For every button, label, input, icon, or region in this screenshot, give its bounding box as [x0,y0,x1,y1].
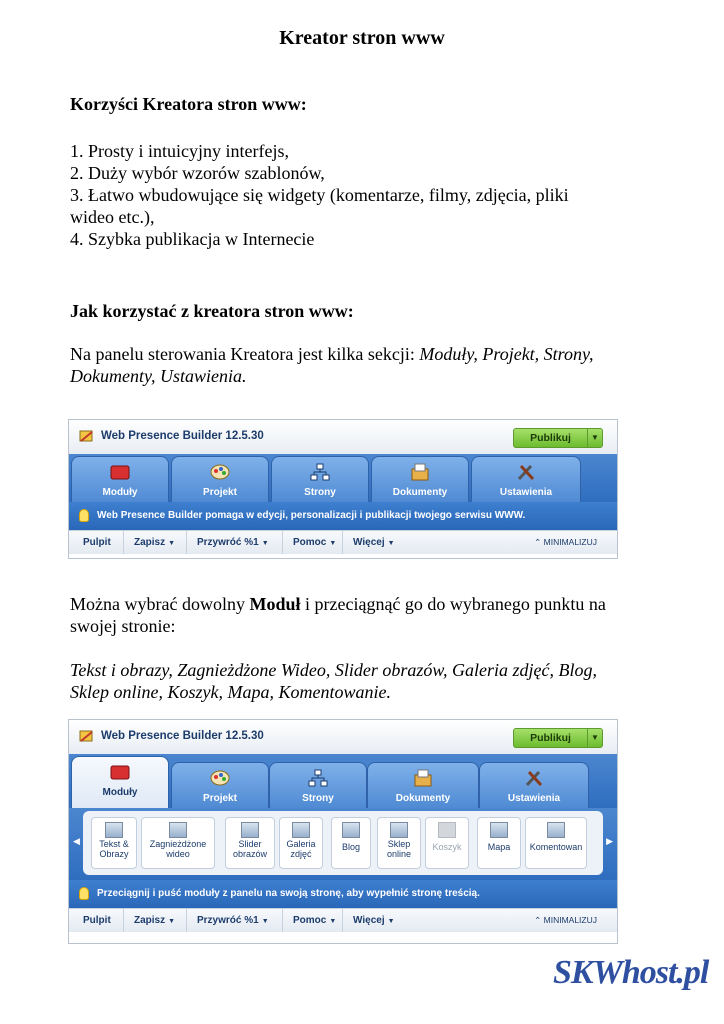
przywroc-label: Przywróć %1 [197,915,259,926]
wpb-tabs [69,454,617,502]
module-label-2: Obrazy [99,849,129,859]
minimize-button[interactable] [534,909,597,932]
module-label: Mapa [487,842,511,852]
tab-moduly[interactable] [71,456,169,502]
chevron-down-icon[interactable]: ▼ [329,540,337,547]
howto-heading: Jak korzystać z kreatora stron www: [70,301,354,321]
chevron-down-icon[interactable]: ▼ [591,733,599,742]
tab-projekt[interactable] [171,456,269,502]
document-title: Kreator stron www [279,27,445,49]
benefit-1: 1. Prosty i intuicyjny interfejs, [70,141,289,161]
pulpit-button[interactable]: Pulpit [83,915,111,926]
module-label-2: obrazów [232,849,268,859]
module-label: Komentowan [529,842,583,852]
wpb-logo-icon [79,429,94,443]
lightbulb-icon [79,887,89,900]
sitemap-icon [309,463,331,481]
tab-dokumenty[interactable] [367,762,479,808]
zapisz-button[interactable] [123,909,175,932]
wiecej-label: Więcej [353,537,385,548]
palette-icon [209,769,231,787]
module-label: Zagnieżdżone [149,839,207,849]
module-text-line1 [70,593,670,615]
module-list-line2: Sklep online, Koszyk, Mapa, Komentowanie. [70,682,391,702]
palette-icon [209,463,231,481]
module-sklep-online[interactable] [377,817,421,869]
wiecej-label: Więcej [353,915,385,926]
tab-label: Ustawienia [507,793,561,804]
wpb-toolbar [69,908,617,932]
chevron-down-icon[interactable]: ▼ [261,540,269,547]
minimize-label: MINIMALIZUJ [543,915,597,925]
publish-label: Publikuj [514,729,588,747]
comment-icon [547,822,565,838]
documents-box-icon [412,769,434,787]
shop-icon [390,822,408,838]
tab-label: Projekt [203,487,237,498]
info-text: Przeciągnij i puść moduły z panelu na swoją stronę, aby wypełnić stronę treścią. [97,888,480,899]
module-label-2: zdjęć [290,849,312,859]
tab-strony[interactable] [269,762,367,808]
tab-label: Strony [302,793,334,804]
text-image-icon [105,822,123,838]
module-tekst-obrazy[interactable] [91,817,137,869]
publish-label: Publikuj [514,429,588,447]
module-label: Sklep [387,839,411,849]
modules-icon [109,763,131,781]
double-chevron-up-icon: ⌃ [534,915,544,925]
tab-dokumenty[interactable] [371,456,469,502]
info-bar [69,502,617,530]
pomoc-label: Pomoc [293,537,327,548]
wpb-logo-icon [79,729,94,743]
minimize-label: MINIMALIZUJ [543,537,597,547]
tools-icon [515,463,537,481]
video-icon [169,822,187,838]
map-icon [490,822,508,838]
module-label: Slider [238,839,262,849]
minimize-button[interactable] [534,531,597,554]
brand-logo: SKWhost.pl [553,954,709,991]
info-bar [69,880,617,908]
chevron-down-icon[interactable]: ▼ [591,433,599,442]
module-label-2: wideo [166,849,190,859]
lightbulb-icon [79,509,89,522]
wpb-app-title: Web Presence Builder 12.5.30 [101,730,264,742]
tab-ustawienia[interactable] [479,762,589,808]
zapisz-label: Zapisz [134,537,166,548]
przywroc-button[interactable] [186,531,269,554]
howto-intro-line2: Dokumenty, Ustawienia. [70,366,247,386]
howto-intro-italic-1: Moduły, Projekt, Strony, [419,344,594,364]
tab-label: Ustawienia [499,487,553,498]
chevron-down-icon[interactable]: ▼ [168,918,176,925]
module-text-bold: Moduł [249,594,301,614]
wpb-panel-2 [68,719,618,944]
gallery-icon [292,822,310,838]
module-label: Tekst & [99,839,129,849]
module-zagniezdzone-wideo[interactable] [141,817,215,869]
wiecej-button[interactable] [342,531,395,554]
wpb-toolbar [69,530,617,554]
wpb-app-title: Web Presence Builder 12.5.30 [101,430,264,442]
module-text-line2: swojej stronie: [70,616,176,636]
chevron-down-icon[interactable]: ▼ [387,918,395,925]
slider-icon [241,822,259,838]
benefit-3-cont: wideo etc.), [70,207,155,227]
wpb-topbar [69,420,617,454]
module-text-a: Można wybrać dowolny [70,594,250,614]
benefit-2: 2. Duży wybór wzorów szablonów, [70,163,325,183]
module-mapa[interactable] [477,817,521,869]
modules-strip [69,808,617,880]
przywroc-button[interactable] [186,909,269,932]
pomoc-button[interactable] [282,909,336,932]
wpb-tabs [69,754,617,808]
modules-list [83,811,603,875]
module-list-line1: Tekst i obrazy, Zagnieżdżone Wideo, Slider obrazów, Galeria zdjęć, Blog, [70,660,597,680]
benefit-4: 4. Szybka publikacja w Internecie [70,229,315,249]
zapisz-label: Zapisz [134,915,166,926]
chevron-down-icon[interactable]: ▼ [329,918,337,925]
chevron-down-icon[interactable]: ▼ [261,918,269,925]
module-label: Galeria [286,839,316,849]
chevron-down-icon[interactable]: ▼ [168,540,176,547]
modules-icon [109,463,131,481]
module-text-b: i przeciągnąć go do wybranego punktu na [300,594,606,614]
tools-icon [523,769,545,787]
blog-icon [342,822,360,838]
documents-box-icon [409,463,431,481]
pomoc-button[interactable] [282,531,336,554]
howto-intro-line1 [70,343,670,365]
tab-moduly[interactable] [71,756,169,808]
module-komentowanie[interactable] [525,817,587,869]
tab-strony[interactable] [271,456,369,502]
tab-label: Dokumenty [392,487,448,498]
module-label-2: online [386,849,412,859]
pulpit-button[interactable]: Pulpit [83,537,111,548]
tab-label: Strony [304,487,336,498]
module-slider-obrazow[interactable] [225,817,275,869]
tab-label: Dokumenty [395,793,451,804]
module-blog[interactable] [331,817,371,869]
module-label: Koszyk [432,842,462,852]
publish-button[interactable] [513,428,603,448]
sitemap-icon [307,769,329,787]
info-text: Web Presence Builder pomaga w edycji, personalizacji i publikacji twojego serwisu WWW. [97,510,526,521]
chevron-down-icon[interactable]: ▼ [387,540,395,547]
tab-ustawienia[interactable] [471,456,581,502]
scroll-right-icon[interactable]: ▶ [606,836,613,846]
tab-projekt[interactable] [171,762,269,808]
wiecej-button[interactable] [342,909,395,932]
cart-icon [438,822,456,838]
publish-button[interactable] [513,728,603,748]
przywroc-label: Przywróć %1 [197,537,259,548]
module-koszyk [425,817,469,869]
module-label: Blog [341,842,360,852]
tab-label: Projekt [203,793,237,804]
howto-intro-plain: Na panelu sterowania Kreatora jest kilka sekcji: [70,344,420,364]
scroll-left-icon[interactable]: ◀ [73,836,80,846]
module-galeria-zdjec[interactable] [279,817,323,869]
benefit-3: 3. Łatwo wbudowujące się widgety (komentarze, filmy, zdjęcia, pliki [70,185,569,205]
zapisz-button[interactable] [123,531,175,554]
tab-label: Moduły [102,787,138,798]
wpb-topbar [69,720,617,754]
wpb-panel-1 [68,419,618,559]
benefits-heading: Korzyści Kreatora stron www: [70,94,307,114]
pomoc-label: Pomoc [293,915,327,926]
tab-label: Moduły [102,487,138,498]
double-chevron-up-icon: ⌃ [534,537,544,547]
